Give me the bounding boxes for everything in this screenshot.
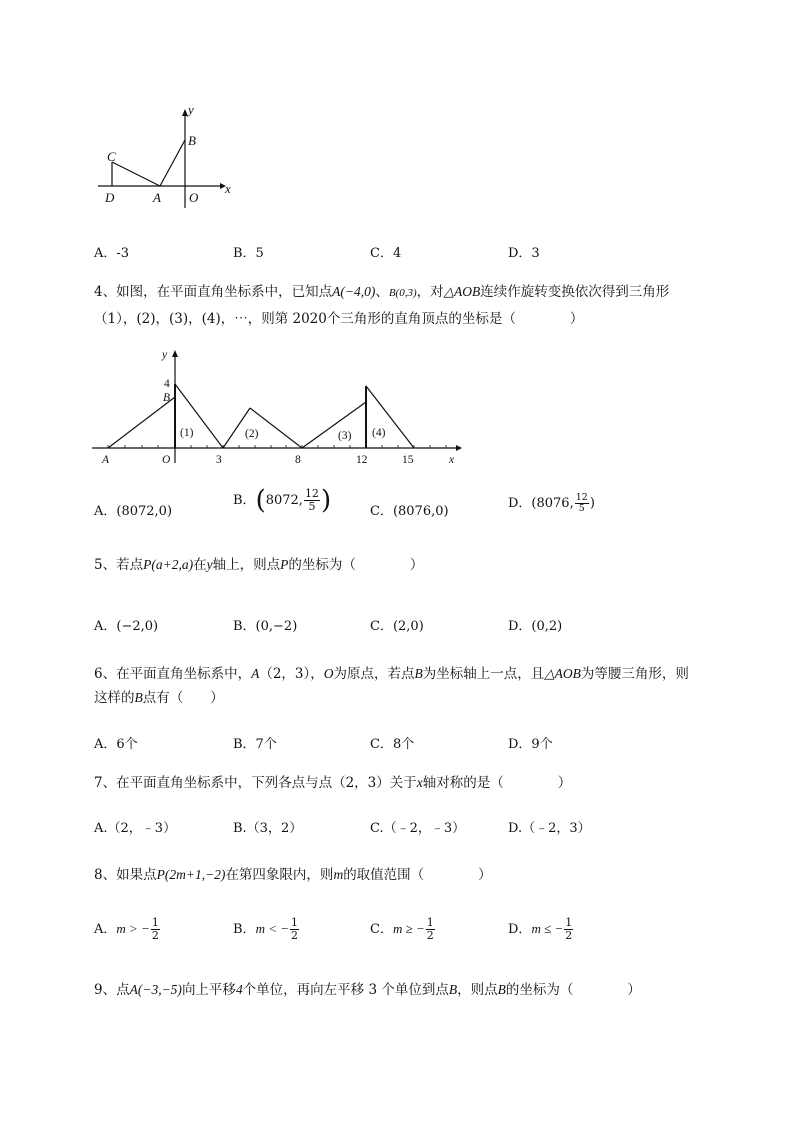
q6-tri: △AOB xyxy=(544,666,581,681)
q5-t1: 若点 xyxy=(116,557,144,573)
q4-text-b: ，对 xyxy=(416,284,444,300)
q6-line2b: B xyxy=(134,690,143,705)
q8-t3: 的取值范围（ ） xyxy=(343,867,492,883)
q4-option-d[interactable] xyxy=(508,492,595,514)
fig2-label-a: A xyxy=(102,454,110,466)
fig1-label-y: y xyxy=(188,102,194,117)
q5-t2: 在 xyxy=(193,557,207,573)
question-9 xyxy=(94,978,754,1002)
q9-number: 9、 xyxy=(94,982,117,998)
fraction-denominator: 2 xyxy=(426,929,434,942)
fig1-label-x: x xyxy=(225,181,231,196)
q5-expr: P(a+2,a) xyxy=(143,557,194,572)
fig2-tick-3: 3 xyxy=(216,454,222,466)
q7-option-c[interactable]: C.（﹣2，﹣3） xyxy=(370,821,466,836)
q5-p: P xyxy=(280,557,289,572)
q6-line2 xyxy=(94,686,754,710)
q9-t1: 点 xyxy=(116,982,130,998)
question-6 xyxy=(94,662,754,710)
q8-expr: P(2m+1,−2) xyxy=(156,867,226,882)
q9-n1: 4 xyxy=(235,982,243,997)
q4-option-d-prefix: D．(8076, xyxy=(508,496,574,511)
q8-option-a[interactable] xyxy=(94,917,161,942)
segment-ca xyxy=(112,162,160,186)
q8-option-d-prefix: D． xyxy=(508,922,532,937)
figure-q3 xyxy=(92,100,242,212)
q8-option-a-prefix: A． xyxy=(94,922,117,937)
q8-option-c-fraction xyxy=(426,917,435,942)
q4-option-a[interactable]: A．(8072,0) xyxy=(94,504,173,519)
q6-o: O xyxy=(323,666,334,681)
question-8 xyxy=(94,863,754,887)
fig2-triangle-2: (2) xyxy=(245,428,259,440)
q8-number: 8、 xyxy=(94,867,117,883)
q8-option-d[interactable] xyxy=(508,917,574,942)
q8-t1: 如果点 xyxy=(116,867,157,883)
fig2-triangle-4: (4) xyxy=(372,427,386,439)
q6-line1 xyxy=(94,662,754,686)
fig2-label-o: O xyxy=(162,454,171,466)
fig2-label-y: y xyxy=(162,349,168,361)
segment-ab xyxy=(160,140,185,186)
q4-point-a: A(−4,0) xyxy=(332,284,376,299)
tri0-hyp xyxy=(108,397,175,448)
q3-option-a[interactable]: A．-3 xyxy=(94,246,130,261)
q7-option-d[interactable]: D.（﹣2，3） xyxy=(508,821,591,836)
q4-option-b-main: 8072, xyxy=(265,493,303,508)
fraction-numerator: 1 xyxy=(291,916,298,929)
q5-option-b[interactable]: B．(0,−2) xyxy=(233,619,298,634)
y-axis-arrow xyxy=(172,350,178,357)
fig2-label-b: B xyxy=(163,392,171,404)
q9-b2: B xyxy=(497,982,506,997)
q8-option-b-prefix: B． xyxy=(233,922,256,937)
fraction-denominator: 5 xyxy=(578,503,585,514)
fig1-label-o: O xyxy=(189,190,199,205)
q9-expr: A(−3,−5) xyxy=(129,982,182,997)
fig1-label-b: B xyxy=(188,133,196,148)
q8-option-d-fraction xyxy=(564,917,573,942)
q4-line1 xyxy=(94,280,754,305)
q8-option-c[interactable] xyxy=(370,917,436,942)
fig2-label-x: x xyxy=(449,454,455,466)
q6-t5: 为等腰三角形，则 xyxy=(580,666,689,682)
fraction-numerator: 12 xyxy=(304,487,319,500)
q4-text-c: 连续作旋转变换依次得到三角形 xyxy=(480,284,670,300)
fig2-triangle-3: (3) xyxy=(338,430,352,442)
q6-option-d[interactable]: D．9个 xyxy=(508,737,553,752)
q7-t1: 在平面直角坐标系中，下列各点与点（2，3）关于 xyxy=(116,775,417,791)
q4-option-c[interactable]: C．(8076,0) xyxy=(370,504,449,519)
q6-number: 6、 xyxy=(94,666,117,682)
q7-t2: 轴对称的是（ ） xyxy=(422,775,572,791)
fraction-numerator: 1 xyxy=(151,916,159,929)
q4-line2: （1），(2)，(3)，(4)，⋯，则第 2020个三角形的直角顶点的坐标是（ ） xyxy=(94,311,584,327)
q8-option-b-fraction xyxy=(290,917,299,942)
q6-option-b[interactable]: B．7个 xyxy=(233,737,277,752)
q8-option-b-relation: m < − xyxy=(255,921,289,936)
fraction-denominator: 5 xyxy=(308,500,316,513)
q8-option-b[interactable] xyxy=(233,917,300,942)
q7-option-a[interactable]: A.（2，﹣3） xyxy=(94,821,177,836)
fig2-triangle-1: (1) xyxy=(180,427,194,439)
fraction-denominator: 2 xyxy=(291,929,298,942)
q5-axis: y xyxy=(206,557,213,572)
x-axis-arrow xyxy=(456,445,462,451)
fig1-label-a: A xyxy=(153,190,161,205)
q5-option-c[interactable]: C．(2,0) xyxy=(370,619,424,634)
fraction-numerator: 1 xyxy=(426,916,434,929)
fig2-tick-8: 8 xyxy=(295,454,301,466)
fraction-numerator: 1 xyxy=(565,916,573,929)
q4-option-b-fraction xyxy=(304,488,320,513)
q7-number: 7、 xyxy=(94,775,117,791)
q6-option-a[interactable]: A．6个 xyxy=(94,737,138,752)
fig1-label-c: C xyxy=(107,149,116,164)
fig2-tick-4: 4 xyxy=(164,378,170,390)
q8-option-a-relation: m > − xyxy=(116,921,150,936)
q4-text-a: 如图，在平面直角坐标系中，已知点 xyxy=(116,284,333,300)
q9-b: B xyxy=(448,982,458,997)
figure-q4 xyxy=(90,345,470,470)
q8-option-d-relation: m ≤ − xyxy=(531,921,564,936)
q8-option-c-relation: m ≥ − xyxy=(392,921,425,936)
q9-t2: 向上平移 xyxy=(181,982,236,998)
q3-option-b[interactable]: B．5 xyxy=(233,246,264,261)
q3-option-d[interactable]: D．3 xyxy=(508,246,540,261)
q6-t2: （2，3）， xyxy=(259,666,324,682)
question-4 xyxy=(94,280,754,331)
q4-sep: 、 xyxy=(375,284,389,300)
q6-a: A xyxy=(251,666,260,681)
q4-option-b-prefix: B． xyxy=(233,493,256,508)
q6-t1: 在平面直角坐标系中， xyxy=(116,666,252,682)
q8-option-c-prefix: C． xyxy=(370,922,393,937)
q5-number: 5、 xyxy=(94,557,117,573)
q6-t4: 为坐标轴上一点，且 xyxy=(422,666,545,682)
fig2-tick-12: 12 xyxy=(356,454,368,466)
q4-option-b[interactable]: B．(8072, $\frac{12}{5}$ ) xyxy=(233,485,332,516)
q4-triangle: △AOB xyxy=(443,284,481,299)
q7-axis: x xyxy=(416,775,423,790)
question-5 xyxy=(94,553,754,577)
q3-option-c[interactable]: C．4 xyxy=(370,246,402,261)
fraction-denominator: 2 xyxy=(565,929,573,942)
q5-t3: 轴上，则点 xyxy=(212,557,281,573)
q4-point-b: B(0,3) xyxy=(388,287,417,299)
q7-option-b[interactable]: B.（3，2） xyxy=(233,821,303,836)
q9-t4: ，则点 xyxy=(457,982,498,998)
q9-t5: 的坐标为（ ） xyxy=(505,982,641,998)
fraction-numerator: 12 xyxy=(575,492,588,503)
q4-option-d-suffix: ) xyxy=(589,496,595,511)
fig2-tick-15: 15 xyxy=(402,454,414,466)
q4-number: 4、 xyxy=(94,284,117,300)
q4-option-d-fraction xyxy=(575,493,589,514)
tri3-hyp xyxy=(302,402,366,448)
question-7 xyxy=(94,771,754,795)
q9-t3: 个单位，再向左平移 3 个单位到点 xyxy=(242,982,449,998)
q6-option-c[interactable]: C．8个 xyxy=(370,737,415,752)
q5-option-d[interactable]: D．(0,2) xyxy=(508,619,563,634)
q6-b: B xyxy=(414,666,423,681)
q6-line2c: 点有（ ） xyxy=(142,690,224,706)
q5-t4: 的坐标为（ ） xyxy=(288,557,424,573)
q8-t2: 在第四象限内，则 xyxy=(225,867,334,883)
fig1-label-d: D xyxy=(105,190,115,205)
q6-t3: 为原点，若点 xyxy=(333,666,415,682)
q8-m: m xyxy=(333,867,344,882)
q5-option-a[interactable]: A．(−2,0) xyxy=(94,619,159,634)
q6-line2a: 这样的 xyxy=(94,690,135,706)
fraction-denominator: 2 xyxy=(151,929,159,942)
q8-option-a-fraction xyxy=(151,917,160,942)
